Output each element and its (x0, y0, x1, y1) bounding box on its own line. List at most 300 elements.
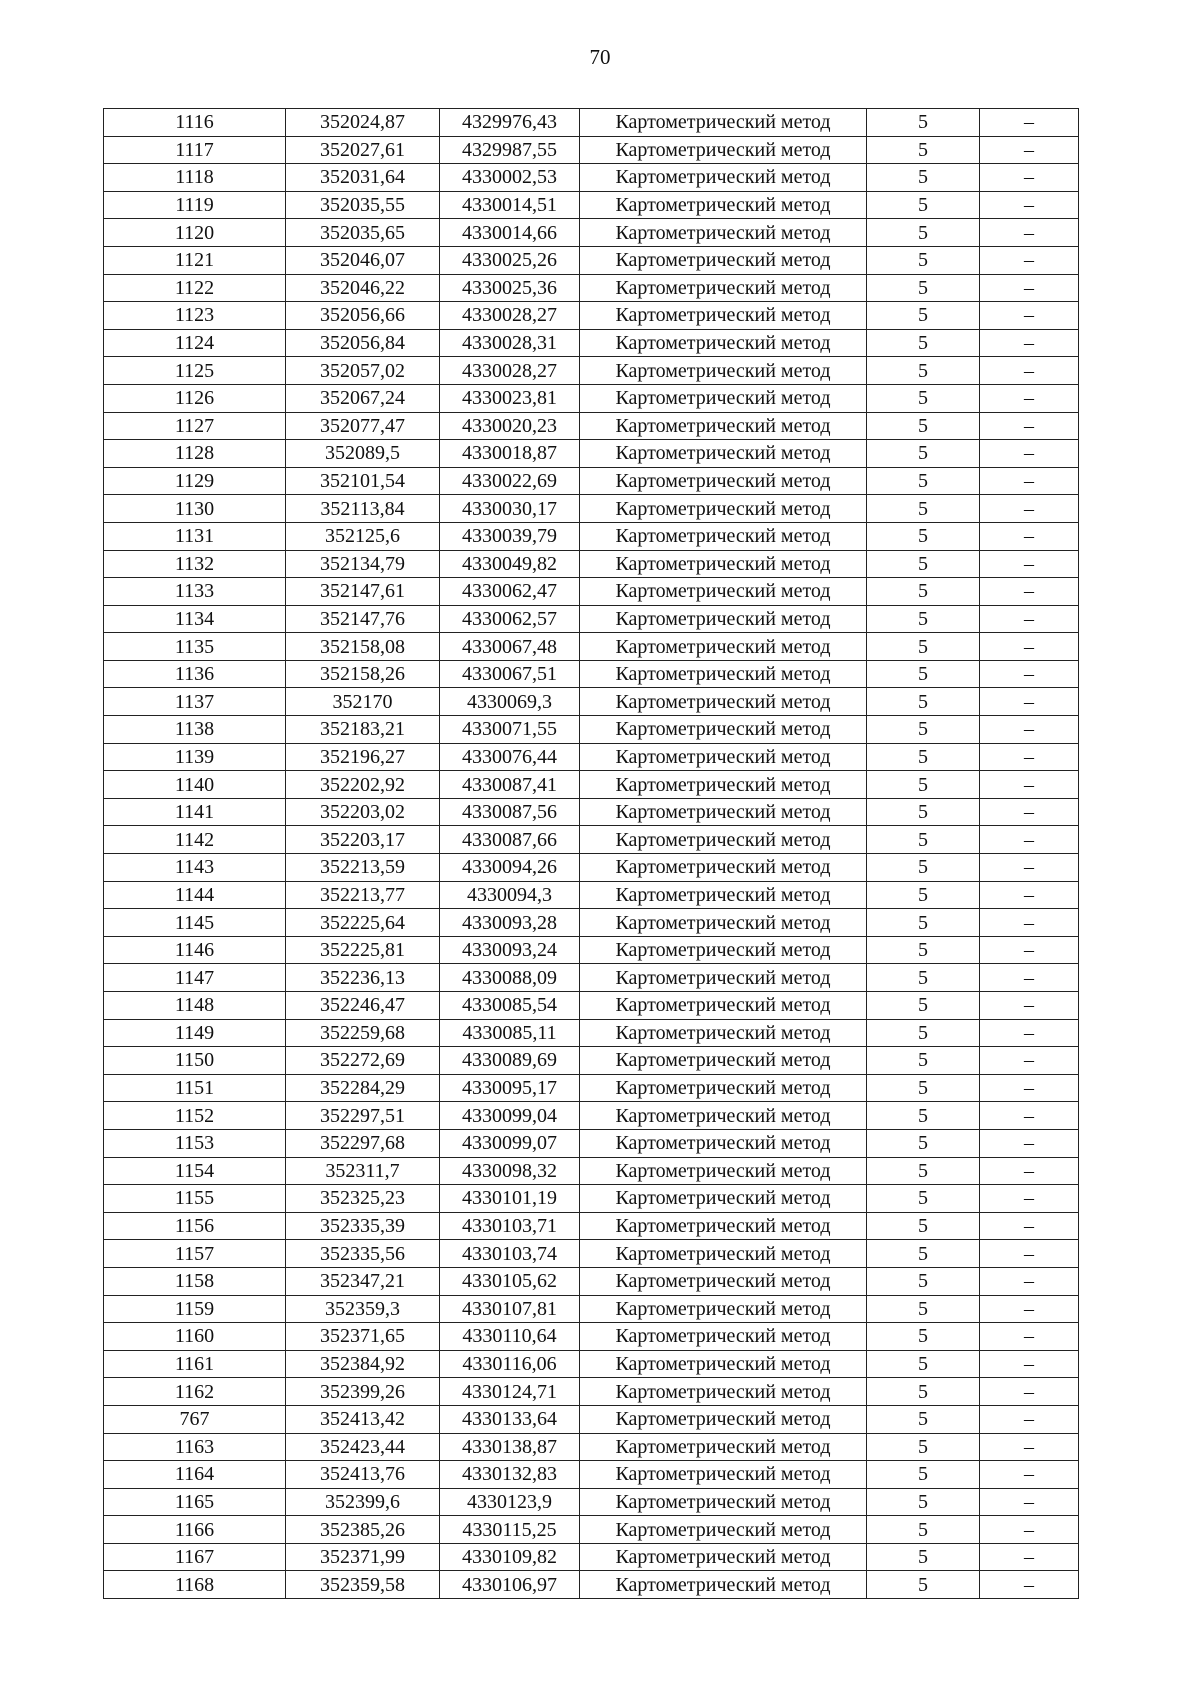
point-number-cell: 1130 (104, 495, 286, 523)
x-coordinate-cell: 352035,65 (286, 219, 440, 247)
description-cell: – (980, 1240, 1079, 1268)
y-coordinate-cell: 4330093,28 (440, 909, 580, 937)
accuracy-cell: 5 (867, 136, 980, 164)
point-number-cell: 1119 (104, 191, 286, 219)
method-cell: Картометрический метод (580, 136, 867, 164)
description-cell: – (980, 716, 1079, 744)
description-cell: – (980, 1543, 1079, 1571)
method-cell: Картометрический метод (580, 329, 867, 357)
point-number-cell: 1151 (104, 1074, 286, 1102)
y-coordinate-cell: 4330094,3 (440, 881, 580, 909)
x-coordinate-cell: 352077,47 (286, 412, 440, 440)
x-coordinate-cell: 352147,61 (286, 578, 440, 606)
table-row (104, 1378, 1079, 1406)
description-cell: – (980, 1019, 1079, 1047)
point-number-cell: 1136 (104, 660, 286, 688)
x-coordinate-cell: 352335,56 (286, 1240, 440, 1268)
accuracy-cell: 5 (867, 771, 980, 799)
table-row (104, 992, 1079, 1020)
y-coordinate-cell: 4330039,79 (440, 522, 580, 550)
x-coordinate-cell: 352423,44 (286, 1433, 440, 1461)
accuracy-cell: 5 (867, 246, 980, 274)
x-coordinate-cell: 352399,6 (286, 1488, 440, 1516)
description-cell: – (980, 1047, 1079, 1075)
point-number-cell: 1137 (104, 688, 286, 716)
accuracy-cell: 5 (867, 660, 980, 688)
description-cell: – (980, 854, 1079, 882)
point-number-cell: 1120 (104, 219, 286, 247)
x-coordinate-cell: 352359,3 (286, 1295, 440, 1323)
table-row (104, 1433, 1079, 1461)
description-cell: – (980, 495, 1079, 523)
x-coordinate-cell: 352413,42 (286, 1405, 440, 1433)
y-coordinate-cell: 4329987,55 (440, 136, 580, 164)
x-coordinate-cell: 352359,58 (286, 1571, 440, 1599)
x-coordinate-cell: 352203,02 (286, 798, 440, 826)
description-cell: – (980, 412, 1079, 440)
x-coordinate-cell: 352297,68 (286, 1129, 440, 1157)
description-cell: – (980, 522, 1079, 550)
method-cell: Картометрический метод (580, 1102, 867, 1130)
table-row (104, 743, 1079, 771)
accuracy-cell: 5 (867, 936, 980, 964)
accuracy-cell: 5 (867, 302, 980, 330)
description-cell: – (980, 246, 1079, 274)
method-cell: Картометрический метод (580, 716, 867, 744)
y-coordinate-cell: 4330103,74 (440, 1240, 580, 1268)
point-number-cell: 1124 (104, 329, 286, 357)
method-cell: Картометрический метод (580, 743, 867, 771)
y-coordinate-cell: 4330062,47 (440, 578, 580, 606)
point-number-cell: 1144 (104, 881, 286, 909)
y-coordinate-cell: 4330014,66 (440, 219, 580, 247)
x-coordinate-cell: 352225,64 (286, 909, 440, 937)
accuracy-cell: 5 (867, 522, 980, 550)
y-coordinate-cell: 4330025,36 (440, 274, 580, 302)
y-coordinate-cell: 4330067,48 (440, 633, 580, 661)
point-number-cell: 1128 (104, 440, 286, 468)
table-row (104, 1516, 1079, 1544)
method-cell: Картометрический метод (580, 1129, 867, 1157)
point-number-cell: 1166 (104, 1516, 286, 1544)
y-coordinate-cell: 4330089,69 (440, 1047, 580, 1075)
method-cell: Картометрический метод (580, 1295, 867, 1323)
point-number-cell: 1160 (104, 1323, 286, 1351)
y-coordinate-cell: 4330098,32 (440, 1157, 580, 1185)
table-row (104, 1129, 1079, 1157)
method-cell: Картометрический метод (580, 467, 867, 495)
description-cell: – (980, 881, 1079, 909)
table-row (104, 964, 1079, 992)
method-cell: Картометрический метод (580, 1488, 867, 1516)
method-cell: Картометрический метод (580, 1185, 867, 1213)
table-row (104, 412, 1079, 440)
accuracy-cell: 5 (867, 219, 980, 247)
x-coordinate-cell: 352213,77 (286, 881, 440, 909)
y-coordinate-cell: 4330028,27 (440, 357, 580, 385)
description-cell: – (980, 136, 1079, 164)
y-coordinate-cell: 4330087,56 (440, 798, 580, 826)
x-coordinate-cell: 352259,68 (286, 1019, 440, 1047)
x-coordinate-cell: 352213,59 (286, 854, 440, 882)
table-row (104, 881, 1079, 909)
method-cell: Картометрический метод (580, 109, 867, 137)
method-cell: Картометрический метод (580, 1378, 867, 1406)
description-cell: – (980, 688, 1079, 716)
x-coordinate-cell: 352134,79 (286, 550, 440, 578)
y-coordinate-cell: 4330088,09 (440, 964, 580, 992)
table-row (104, 164, 1079, 192)
table-row (104, 1488, 1079, 1516)
description-cell: – (980, 1185, 1079, 1213)
y-coordinate-cell: 4330062,57 (440, 605, 580, 633)
accuracy-cell: 5 (867, 964, 980, 992)
point-number-cell: 1148 (104, 992, 286, 1020)
y-coordinate-cell: 4330018,87 (440, 440, 580, 468)
table-row (104, 771, 1079, 799)
accuracy-cell: 5 (867, 1185, 980, 1213)
x-coordinate-cell: 352158,26 (286, 660, 440, 688)
accuracy-cell: 5 (867, 1157, 980, 1185)
point-number-cell: 1116 (104, 109, 286, 137)
y-coordinate-cell: 4330020,23 (440, 412, 580, 440)
description-cell: – (980, 1157, 1079, 1185)
accuracy-cell: 5 (867, 909, 980, 937)
y-coordinate-cell: 4330002,53 (440, 164, 580, 192)
description-cell: – (980, 357, 1079, 385)
point-number-cell: 1141 (104, 798, 286, 826)
y-coordinate-cell: 4330133,64 (440, 1405, 580, 1433)
accuracy-cell: 5 (867, 164, 980, 192)
y-coordinate-cell: 4330014,51 (440, 191, 580, 219)
description-cell: – (980, 826, 1079, 854)
accuracy-cell: 5 (867, 688, 980, 716)
point-number-cell: 1131 (104, 522, 286, 550)
point-number-cell: 1139 (104, 743, 286, 771)
description-cell: – (980, 1516, 1079, 1544)
method-cell: Картометрический метод (580, 1405, 867, 1433)
description-cell: – (980, 1461, 1079, 1489)
table-row (104, 716, 1079, 744)
point-number-cell: 1159 (104, 1295, 286, 1323)
point-number-cell: 1155 (104, 1185, 286, 1213)
accuracy-cell: 5 (867, 329, 980, 357)
description-cell: – (980, 936, 1079, 964)
x-coordinate-cell: 352335,39 (286, 1212, 440, 1240)
accuracy-cell: 5 (867, 1295, 980, 1323)
x-coordinate-cell: 352027,61 (286, 136, 440, 164)
point-number-cell: 1158 (104, 1267, 286, 1295)
y-coordinate-cell: 4330123,9 (440, 1488, 580, 1516)
description-cell: – (980, 219, 1079, 247)
table-row (104, 1212, 1079, 1240)
point-number-cell: 1164 (104, 1461, 286, 1489)
point-number-cell: 1126 (104, 384, 286, 412)
table-row (104, 688, 1079, 716)
table-row (104, 1571, 1079, 1599)
method-cell: Картометрический метод (580, 605, 867, 633)
table-row (104, 302, 1079, 330)
point-number-cell: 1123 (104, 302, 286, 330)
point-number-cell: 1161 (104, 1350, 286, 1378)
accuracy-cell: 5 (867, 1433, 980, 1461)
accuracy-cell: 5 (867, 1488, 980, 1516)
accuracy-cell: 5 (867, 1378, 980, 1406)
table-row (104, 495, 1079, 523)
x-coordinate-cell: 352147,76 (286, 605, 440, 633)
y-coordinate-cell: 4330023,81 (440, 384, 580, 412)
y-coordinate-cell: 4329976,43 (440, 109, 580, 137)
y-coordinate-cell: 4330067,51 (440, 660, 580, 688)
table-body (104, 109, 1079, 1599)
point-number-cell: 1168 (104, 1571, 286, 1599)
y-coordinate-cell: 4330116,06 (440, 1350, 580, 1378)
point-number-cell: 1149 (104, 1019, 286, 1047)
method-cell: Картометрический метод (580, 964, 867, 992)
method-cell: Картометрический метод (580, 688, 867, 716)
description-cell: – (980, 1488, 1079, 1516)
table-row (104, 440, 1079, 468)
x-coordinate-cell: 352385,26 (286, 1516, 440, 1544)
x-coordinate-cell: 352067,24 (286, 384, 440, 412)
table-row (104, 1074, 1079, 1102)
x-coordinate-cell: 352202,92 (286, 771, 440, 799)
accuracy-cell: 5 (867, 495, 980, 523)
table-row (104, 329, 1079, 357)
point-number-cell: 1157 (104, 1240, 286, 1268)
description-cell: – (980, 798, 1079, 826)
table-row (104, 1185, 1079, 1213)
point-number-cell: 1118 (104, 164, 286, 192)
y-coordinate-cell: 4330094,26 (440, 854, 580, 882)
point-number-cell: 1165 (104, 1488, 286, 1516)
description-cell: – (980, 1350, 1079, 1378)
y-coordinate-cell: 4330124,71 (440, 1378, 580, 1406)
accuracy-cell: 5 (867, 1405, 980, 1433)
x-coordinate-cell: 352272,69 (286, 1047, 440, 1075)
accuracy-cell: 5 (867, 109, 980, 137)
description-cell: – (980, 771, 1079, 799)
x-coordinate-cell: 352046,07 (286, 246, 440, 274)
method-cell: Картометрический метод (580, 1350, 867, 1378)
accuracy-cell: 5 (867, 798, 980, 826)
point-number-cell: 1117 (104, 136, 286, 164)
description-cell: – (980, 550, 1079, 578)
y-coordinate-cell: 4330049,82 (440, 550, 580, 578)
description-cell: – (980, 1378, 1079, 1406)
y-coordinate-cell: 4330093,24 (440, 936, 580, 964)
y-coordinate-cell: 4330030,17 (440, 495, 580, 523)
method-cell: Картометрический метод (580, 246, 867, 274)
table-row (104, 274, 1079, 302)
x-coordinate-cell: 352158,08 (286, 633, 440, 661)
method-cell: Картометрический метод (580, 1543, 867, 1571)
description-cell: – (980, 1405, 1079, 1433)
y-coordinate-cell: 4330099,07 (440, 1129, 580, 1157)
accuracy-cell: 5 (867, 605, 980, 633)
y-coordinate-cell: 4330071,55 (440, 716, 580, 744)
method-cell: Картометрический метод (580, 1019, 867, 1047)
table-row (104, 1102, 1079, 1130)
x-coordinate-cell: 352236,13 (286, 964, 440, 992)
description-cell: – (980, 164, 1079, 192)
accuracy-cell: 5 (867, 633, 980, 661)
method-cell: Картометрический метод (580, 633, 867, 661)
description-cell: – (980, 964, 1079, 992)
point-number-cell: 1138 (104, 716, 286, 744)
y-coordinate-cell: 4330095,17 (440, 1074, 580, 1102)
method-cell: Картометрический метод (580, 164, 867, 192)
accuracy-cell: 5 (867, 881, 980, 909)
y-coordinate-cell: 4330115,25 (440, 1516, 580, 1544)
table-row (104, 1047, 1079, 1075)
table-row (104, 219, 1079, 247)
point-number-cell: 1125 (104, 357, 286, 385)
y-coordinate-cell: 4330103,71 (440, 1212, 580, 1240)
x-coordinate-cell: 352056,84 (286, 329, 440, 357)
point-number-cell: 1143 (104, 854, 286, 882)
accuracy-cell: 5 (867, 826, 980, 854)
table-row (104, 467, 1079, 495)
page-number: 70 (589, 45, 611, 69)
description-cell: – (980, 1129, 1079, 1157)
point-number-cell: 1129 (104, 467, 286, 495)
description-cell: – (980, 1323, 1079, 1351)
table-row (104, 798, 1079, 826)
method-cell: Картометрический метод (580, 936, 867, 964)
description-cell: – (980, 329, 1079, 357)
description-cell: – (980, 191, 1079, 219)
method-cell: Картометрический метод (580, 1433, 867, 1461)
method-cell: Картометрический метод (580, 1157, 867, 1185)
table-row (104, 1240, 1079, 1268)
y-coordinate-cell: 4330028,27 (440, 302, 580, 330)
method-cell: Картометрический метод (580, 274, 867, 302)
description-cell: – (980, 992, 1079, 1020)
accuracy-cell: 5 (867, 1571, 980, 1599)
y-coordinate-cell: 4330087,66 (440, 826, 580, 854)
table-row (104, 633, 1079, 661)
description-cell: – (980, 302, 1079, 330)
table-row (104, 936, 1079, 964)
y-coordinate-cell: 4330132,83 (440, 1461, 580, 1489)
accuracy-cell: 5 (867, 1074, 980, 1102)
point-number-cell: 1150 (104, 1047, 286, 1075)
description-cell: – (980, 633, 1079, 661)
y-coordinate-cell: 4330138,87 (440, 1433, 580, 1461)
method-cell: Картометрический метод (580, 219, 867, 247)
y-coordinate-cell: 4330101,19 (440, 1185, 580, 1213)
accuracy-cell: 5 (867, 1102, 980, 1130)
point-number-cell: 1140 (104, 771, 286, 799)
x-coordinate-cell: 352170 (286, 688, 440, 716)
table-row (104, 605, 1079, 633)
y-coordinate-cell: 4330106,97 (440, 1571, 580, 1599)
method-cell: Картометрический метод (580, 191, 867, 219)
point-number-cell: 1132 (104, 550, 286, 578)
method-cell: Картометрический метод (580, 550, 867, 578)
accuracy-cell: 5 (867, 1516, 980, 1544)
y-coordinate-cell: 4330025,26 (440, 246, 580, 274)
accuracy-cell: 5 (867, 1212, 980, 1240)
accuracy-cell: 5 (867, 384, 980, 412)
accuracy-cell: 5 (867, 550, 980, 578)
point-number-cell: 1142 (104, 826, 286, 854)
description-cell: – (980, 605, 1079, 633)
point-number-cell: 1133 (104, 578, 286, 606)
x-coordinate-cell: 352399,26 (286, 1378, 440, 1406)
y-coordinate-cell: 4330107,81 (440, 1295, 580, 1323)
point-number-cell: 1153 (104, 1129, 286, 1157)
method-cell: Картометрический метод (580, 578, 867, 606)
accuracy-cell: 5 (867, 1350, 980, 1378)
x-coordinate-cell: 352384,92 (286, 1350, 440, 1378)
y-coordinate-cell: 4330105,62 (440, 1267, 580, 1295)
method-cell: Картометрический метод (580, 660, 867, 688)
description-cell: – (980, 743, 1079, 771)
description-cell: – (980, 1212, 1079, 1240)
description-cell: – (980, 384, 1079, 412)
method-cell: Картометрический метод (580, 522, 867, 550)
x-coordinate-cell: 352225,81 (286, 936, 440, 964)
table-row (104, 854, 1079, 882)
point-number-cell: 1135 (104, 633, 286, 661)
x-coordinate-cell: 352035,55 (286, 191, 440, 219)
table-row (104, 826, 1079, 854)
description-cell: – (980, 440, 1079, 468)
method-cell: Картометрический метод (580, 798, 867, 826)
method-cell: Картометрический метод (580, 302, 867, 330)
table-row (104, 660, 1079, 688)
y-coordinate-cell: 4330109,82 (440, 1543, 580, 1571)
method-cell: Картометрический метод (580, 1047, 867, 1075)
method-cell: Картометрический метод (580, 1323, 867, 1351)
accuracy-cell: 5 (867, 191, 980, 219)
accuracy-cell: 5 (867, 743, 980, 771)
method-cell: Картометрический метод (580, 495, 867, 523)
accuracy-cell: 5 (867, 1019, 980, 1047)
method-cell: Картометрический метод (580, 357, 867, 385)
x-coordinate-cell: 352371,99 (286, 1543, 440, 1571)
method-cell: Картометрический метод (580, 1240, 867, 1268)
accuracy-cell: 5 (867, 1129, 980, 1157)
accuracy-cell: 5 (867, 1267, 980, 1295)
description-cell: – (980, 467, 1079, 495)
point-number-cell: 1163 (104, 1433, 286, 1461)
x-coordinate-cell: 352046,22 (286, 274, 440, 302)
description-cell: – (980, 1074, 1079, 1102)
table-row (104, 136, 1079, 164)
table-row (104, 191, 1079, 219)
point-number-cell: 1167 (104, 1543, 286, 1571)
method-cell: Картометрический метод (580, 909, 867, 937)
table-row (104, 1405, 1079, 1433)
y-coordinate-cell: 4330087,41 (440, 771, 580, 799)
y-coordinate-cell: 4330085,11 (440, 1019, 580, 1047)
accuracy-cell: 5 (867, 1323, 980, 1351)
point-number-cell: 1154 (104, 1157, 286, 1185)
x-coordinate-cell: 352056,66 (286, 302, 440, 330)
x-coordinate-cell: 352203,17 (286, 826, 440, 854)
coordinates-table (103, 108, 1079, 1599)
method-cell: Картометрический метод (580, 826, 867, 854)
accuracy-cell: 5 (867, 467, 980, 495)
method-cell: Картометрический метод (580, 1212, 867, 1240)
method-cell: Картометрический метод (580, 881, 867, 909)
accuracy-cell: 5 (867, 716, 980, 744)
method-cell: Картометрический метод (580, 384, 867, 412)
accuracy-cell: 5 (867, 274, 980, 302)
